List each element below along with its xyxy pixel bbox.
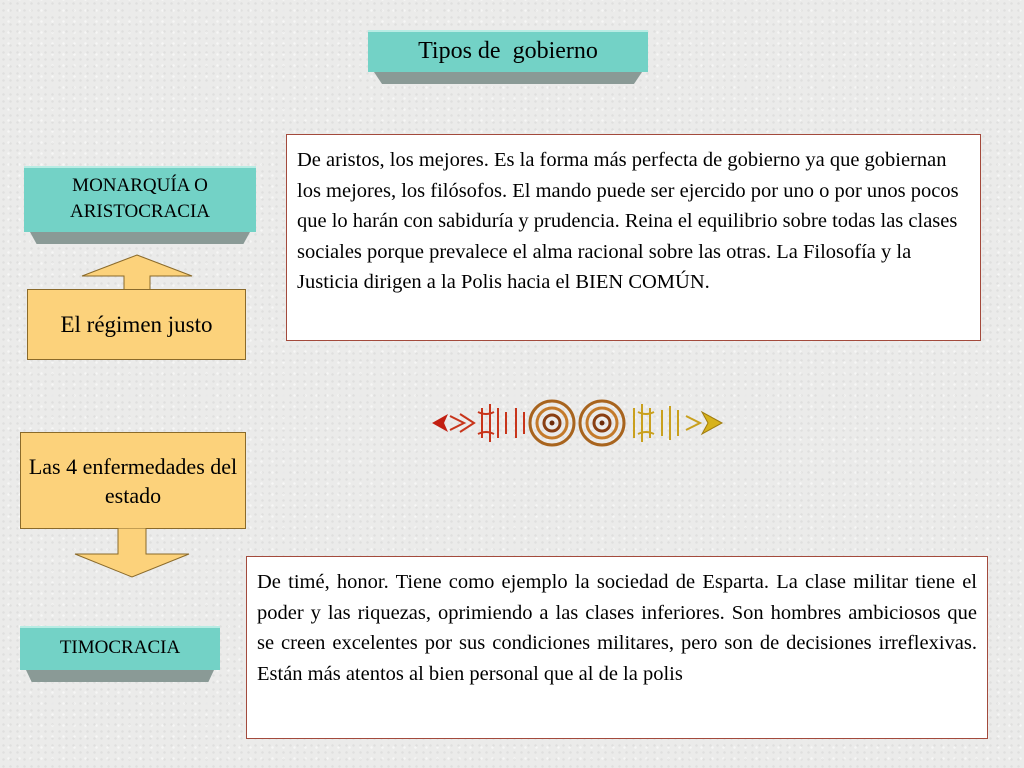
timocracia-description <box>246 556 988 739</box>
monarquia-label-box <box>24 166 256 232</box>
aristocracia-description <box>286 134 981 341</box>
enfermedades-label: Las 4 enfermedades del estado <box>28 453 238 508</box>
enfermedades-box <box>20 432 246 529</box>
timocracia-label-box <box>20 626 220 670</box>
title-box <box>368 30 648 72</box>
decorative-ornament-icon <box>430 394 724 452</box>
timocracia-text: De timé, honor. Tiene como ejemplo la sociedad de Esparta. La clase militar tiene el poder y las riquezas, oprimiendo a las clases inferiores. Son hombres ambiciosos que se creen excelentes por sus condiciones militares, pero son de decisiones irreflexivas. Están más atentos al bien personal que al de la polis <box>257 571 977 685</box>
regimen-justo-box <box>27 289 246 360</box>
aristocracia-body: Es la forma más perfecta de gobierno ya que gobiernan los mejores, los filósofos. El mando puede ser ejercido por uno o por unos pocos que lo harán con sabiduría y prudencia. Reina el equilibrio sobre todas las clases sociales porque prevalece el alma racional sobre las otras. La Filosofía y la Justicia dirigen a la Polis hacia el BIEN COMÚN. <box>297 149 959 293</box>
timocracia-label: TIMOCRACIA <box>59 637 181 658</box>
page-title: Tipos de gobierno <box>418 37 598 64</box>
aristocracia-lead: De aristos, los mejores. <box>297 149 489 171</box>
monarquia-label: MONARQUÍA O ARISTOCRACIA <box>69 175 211 222</box>
up-arrow <box>80 254 194 290</box>
regimen-justo-label: El régimen justo <box>60 311 213 337</box>
down-arrow <box>73 528 191 578</box>
